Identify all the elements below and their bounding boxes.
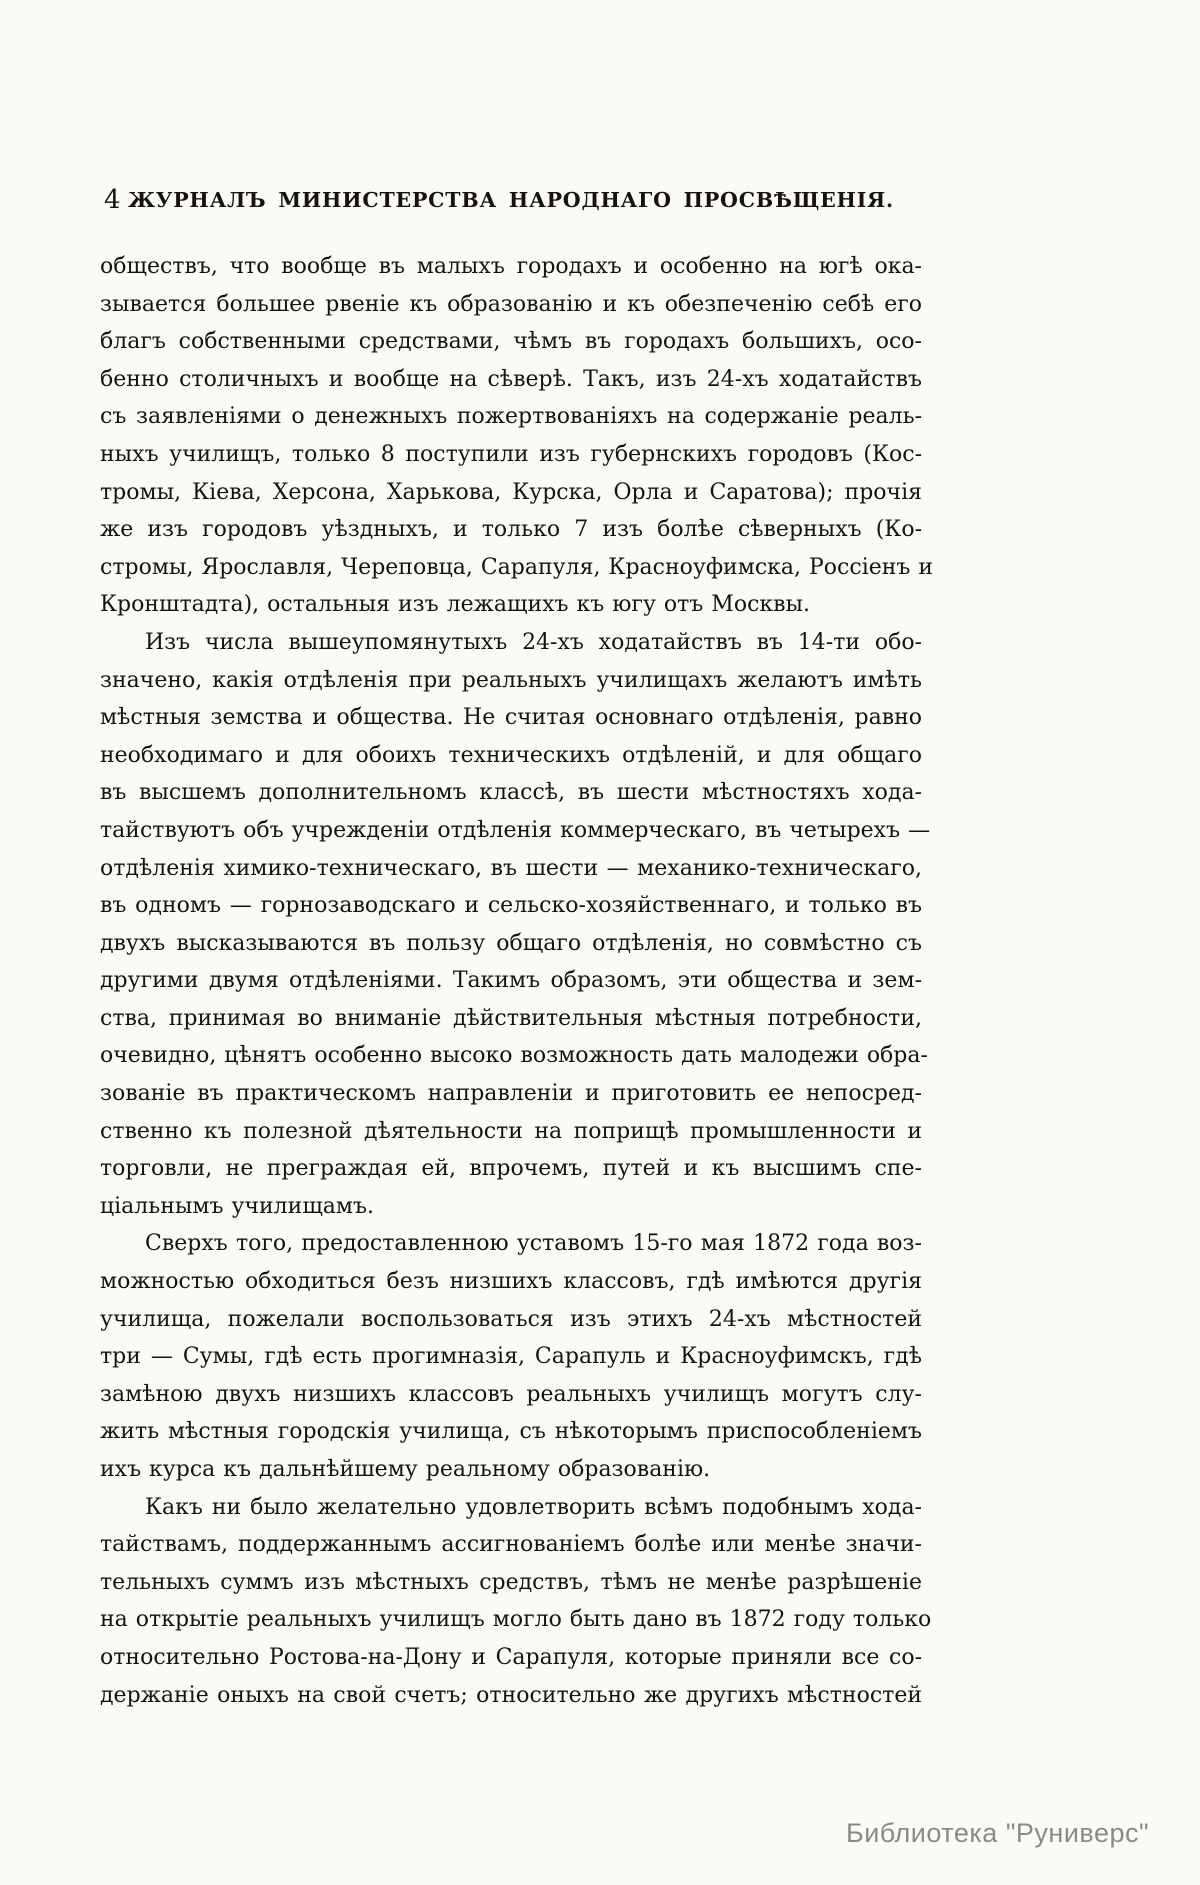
paragraph (100, 248, 934, 624)
paragraph (100, 624, 931, 1226)
paragraph (100, 1489, 932, 1715)
text-line: Какъ ни было желательно удовлетворить всѣмъ подобнымъ хода- (145, 1494, 922, 1520)
text-line: Сверхъ того, предоставленною уставомъ 15-го мая 1872 года воз- (145, 1231, 922, 1257)
text-line: другими двумя отдѣленіями. Такимъ образомъ, эти общества и зем- (100, 968, 922, 994)
watermark: Библиотека "Руниверс" (846, 1818, 1150, 1848)
text-line: двухъ высказываются въ пользу общаго отдѣленія, но совмѣстно съ (100, 930, 922, 956)
text-line: зывается большее рвеніе къ образованію и къ обезпеченію себѣ его (100, 291, 922, 317)
text-line: держаніе оныхъ на свой счетъ; относительно же другихъ мѣстностей (100, 1682, 922, 1708)
text-column (100, 185, 934, 1708)
text-line: мѣстныя земства и общества. Не считая основнаго отдѣленія, равно (100, 705, 922, 731)
text-line: ціальнымъ училищамъ. (100, 1193, 374, 1219)
page-body (100, 248, 934, 1714)
text-line: относительно Ростова-на-Дону и Сарапуля, которые приняли все со- (100, 1644, 922, 1670)
text-line: тельныхъ суммъ изъ мѣстныхъ средствъ, тѣмъ не менѣе разрѣшеніе (100, 1569, 922, 1595)
text-line: тромы, Кіева, Херсона, Харькова, Курска, Орла и Саратова); прочія (100, 479, 922, 505)
running-header (100, 186, 922, 216)
text-line: ственно къ полезной дѣятельности на поприщѣ промышленности и (100, 1118, 922, 1144)
text-line: училища, пожелали воспользоваться изъ этихъ 24-хъ мѣстностей (100, 1306, 922, 1332)
text-line: можностью обходиться безъ низшихъ классовъ, гдѣ имѣются другія (100, 1269, 922, 1295)
text-line: же изъ городовъ уѣздныхъ, и только 7 изъ болѣе сѣверныхъ (Ко- (100, 517, 922, 543)
text-line: стромы, Ярославля, Череповца, Сарапуля, Красноуфимска, Россіенъ и (100, 554, 934, 580)
text-line: значено, какія отдѣленія при реальныхъ училищахъ желаютъ имѣть (100, 667, 922, 693)
text-line: благъ собственными средствами, чѣмъ въ городахъ большихъ, осо- (100, 329, 922, 355)
text-line: тайствамъ, поддержаннымъ ассигнованіемъ болѣе или менѣе значи- (100, 1532, 922, 1558)
text-line: зованіе въ практическомъ направленіи и приготовить ее непосред- (100, 1081, 922, 1107)
text-line: очевидно, цѣнятъ особенно высоко возможность дать малодежи обра- (100, 1043, 928, 1069)
page-number: 4 (104, 185, 121, 215)
text-line: въ одномъ — горнозаводскаго и сельско-хозяйственнаго, и только въ (100, 893, 922, 919)
text-line: ныхъ училищъ, только 8 поступили изъ губернскихъ городовъ (Кос- (100, 441, 922, 467)
text-line: необходимаго и для обоихъ техническихъ отдѣленій, и для общаго (100, 742, 922, 768)
text-line: отдѣленія химико-техническаго, въ шести — механико-техническаго, (100, 855, 922, 881)
text-line: три — Сумы, гдѣ есть прогимназія, Сарапуль и Красноуфимскъ, гдѣ (100, 1344, 922, 1370)
journal-title: ЖУРНАЛЪ МИНИСТЕРСТВА НАРОДНАГО ПРОСВѢЩЕНІЯ. (128, 188, 894, 212)
text-line: бенно столичныхъ и вообще на сѣверѣ. Такъ, изъ 24-хъ ходатайствъ (100, 366, 922, 392)
text-line: жить мѣстныя городскія училища, съ нѣкоторымъ приспособленіемъ (100, 1419, 922, 1445)
text-line: обществъ, что вообще въ малыхъ городахъ и особенно на югѣ ока- (100, 254, 922, 279)
text-line: въ высшемъ дополнительномъ классѣ, въ шести мѣстностяхъ хода- (100, 780, 922, 806)
text-line: на открытіе реальныхъ училищъ могло быть дано въ 1872 году только (100, 1607, 932, 1633)
paragraph (100, 1225, 922, 1488)
text-line: замѣною двухъ низшихъ классовъ реальныхъ училищъ могутъ слу- (100, 1381, 922, 1407)
text-line: ихъ курса къ дальнѣйшему реальному образованію. (100, 1457, 711, 1482)
text-line: Кронштадта), остальныя изъ лежащихъ къ югу отъ Москвы. (100, 592, 811, 618)
text-line: тайствуютъ объ учрежденіи отдѣленія коммерческаго, въ четырехъ — (100, 817, 931, 843)
text-line: съ заявленіями о денежныхъ пожертвованіяхъ на содержаніе реаль- (100, 404, 922, 430)
text-line: ства, принимая во вниманіе дѣйствительныя мѣстныя потребности, (100, 1005, 922, 1031)
text-line: торговли, не преграждая ей, впрочемъ, путей и къ высшимъ спе- (100, 1156, 922, 1182)
text-line: Изъ числа вышеупомянутыхъ 24-хъ ходатайствъ въ 14-ти обо- (145, 629, 922, 655)
